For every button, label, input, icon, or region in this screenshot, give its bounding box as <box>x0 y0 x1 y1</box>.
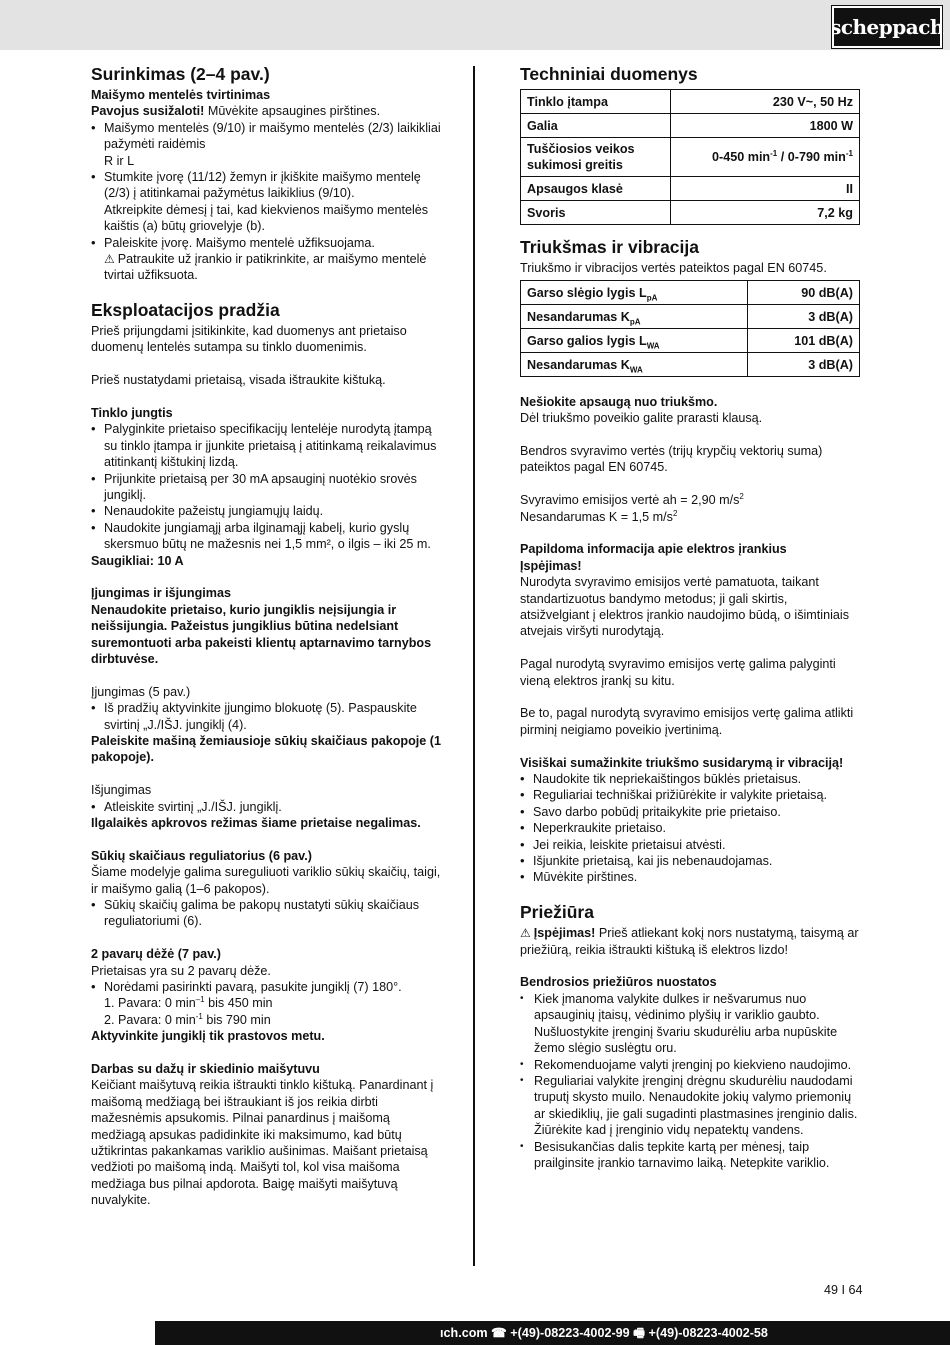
table-row: Galia 1800 W <box>521 114 860 138</box>
hearing-bold: Nešiokite apsaugą nuo triukšmo. <box>520 394 718 409</box>
list-item: • Reguliariai valykite įrenginį drėgnu skudurėliu naudodami truputį skysto muilo. Nenaudokite jokių valymo priemonių ar skiediklių, jie gali sugadinti plastmasines įrenginio dalis. Žiūrėkite kad į įrenginio vidų nepatektų vandens. <box>520 1073 860 1139</box>
list-item: • Jei reikia, leiskite prietaisui atvėsti. <box>520 837 860 853</box>
gear-title: 2 pavarų dėžė (7 pav.) <box>91 947 221 962</box>
reduce-bullets <box>520 771 860 886</box>
tech-title: Techniniai duomenys <box>520 64 698 84</box>
on-bold: Paleiskite mašiną žemiausioje sūkių skaičiaus pakopoje (1 pakopoje). <box>91 733 441 765</box>
speed-text: Šiame modelyje galima sureguliuoti variklio sūkių skaičių, taigi, ir maišymo galią (1–6 pakopos). <box>91 865 441 896</box>
pull-check: ⚠ Patraukite už įrankio ir patikrinkite, ar maišymo mentelė tvirtai užfiksuota. <box>104 252 427 283</box>
list-item: • Norėdami pasirinkti pavarą, pasukite jungiklį (7) 180°. <box>91 979 441 995</box>
gear-bold: Aktyvinkite jungiklį tik prastovos metu. <box>91 1029 325 1044</box>
extra-text: Nurodyta svyravimo emisijos vertė pamatuota, taikant standartizuotus bandymo metodus; ji gali skirtis, atsižvelgiant į elektros įrankio naudojimo būdą, o išimtiniais atvejais viršyti nurodytąją. <box>520 575 849 639</box>
paint-title: Darbas su dažų ir skiedinio maišytuvu <box>91 1062 320 1077</box>
list-item: • Stumkite įvorę (11/12) žemyn ir įkiškite maišymo mentelę (2/3) į atitinkamai pažymėtus laikiklius (9/10). <box>91 169 441 202</box>
vib-uncertainty: Nesandarumas K = 1,5 $m/s^2$ <box>520 508 678 524</box>
warning-icon: ⚠ <box>520 926 531 941</box>
table-row: Apsaugos klasė II <box>521 177 860 201</box>
paint-text: Keičiant maišytuvą reikia ištraukti tinklo kištuką. Panardinant į maišomą medžiagą bei ištraukiant iš jos reikia dirbti mažesnėmis apsukomis. Pilnai panardinus į maišomą medžiagą apsukas padidinkite iki maksimumo, kad būtų užtikrintas pakankamas variklio aušinimas. Maišant prietaisą vedžioti po maišomą indą. Maišyti tol, kol visa maišoma medžiaga bus pilnai apdorota. Baigę maišyti maišytuvą nuvalykite. <box>91 1078 434 1208</box>
list-item: • Nenaudokite pažeistų jungiamųjų laidų. <box>91 503 441 519</box>
table-row: Tinklo įtampa 230 V~, 50 Hz <box>521 90 860 114</box>
extra-title: Papildoma informacija apie elektros įrankius <box>520 542 787 557</box>
table-row: Nesandarumas $K_{pA}$ 3 dB(A) <box>521 305 860 329</box>
attention-note: Atkreipkite dėmesį į tai, kad kiekvienos maišymo mentelės kaištis (a) būtų griovelyje (b). <box>104 202 429 234</box>
footer-left-blank <box>0 1321 155 1345</box>
fuses: Saugikliai: 10 A <box>91 553 184 568</box>
list-item: • Besisukančias dalis tepkite kartą per mėnesį, taip prailginsite įrankio tarnavimo laiką. Netepkite variklio. <box>520 1139 860 1172</box>
gear-1: 1. Pavara: 0 $\min^{-1}$ bis 450 min <box>104 995 273 1011</box>
mixer-subtitle: Maišymo mentelės tvirtinimas <box>91 88 271 102</box>
maintenance-warning: ⚠ Įspėjimas! Prieš atliekant kokį nors nustatymą, taisymą ar priežiūrą, reikia ištraukti kištuką iš elektros lizdo! <box>520 926 859 957</box>
off-bold: Ilgalaikės apkrovos režimas šiame prietaise negalimas. <box>91 815 421 830</box>
tech-table <box>520 89 860 225</box>
table-row: Svoris 7,2 kg <box>521 201 860 225</box>
noise-text: Triukšmo ir vibracijos vertės pateiktos pagal EN 60745. <box>520 261 827 275</box>
left-column <box>91 64 441 1209</box>
list-item: • Paleiskite įvorę. Maišymo mentelė užfiksuojama. <box>91 235 441 251</box>
gear-2: 2. Pavara: 0 $\min^{-1}$ bis 790 min <box>104 1011 271 1027</box>
warning-icon: ⚠ <box>104 252 115 267</box>
list-item: • Prijunkite prietaisą per 30 mA apsauginį nuotėkio srovės jungiklį. <box>91 471 441 504</box>
table-row: Garso galios lygis $L_{WA}$ 101 dB(A) <box>521 329 860 353</box>
footer-contact: ıch.com ☎ +(49)-08223-4002-99 🖷 +(49)-08223-4002-58 <box>440 1326 768 1340</box>
extra-p2: Pagal nurodytą svyravimo emisijos vertę galima palyginti vieną elektros įrankį su kitu. <box>520 657 836 688</box>
list-item: • Savo darbo pobūdį pritaikykite prie prietaiso. <box>520 804 860 820</box>
vib-emission: Svyravimo emisijos vertė ah = 2,90 $m/s^2$ <box>520 492 744 508</box>
list-item: • Kiek įmanoma valykite dulkes ir nešvarumus nuo apsauginių įtaisų, vėdinimo plyšių ir variklio gaubto. Nušluostykite įrenginį švariu skudurėliu arba nupūskite žemo slėgio suslėgtu oru. <box>520 991 860 1057</box>
general-title: Bendrosios priežiūros nuostatos <box>520 975 717 990</box>
assembly-title: Surinkimas (2–4 pav.) <box>91 64 270 84</box>
list-item: • Palyginkite prietaiso specifikacijų lentelėje nurodytą įtampą su tinklo įtampa ir įjunkite prietaisą į atitinkamą reikalavimus atitinkantį kištukinį lizdą. <box>91 421 441 470</box>
list-item: • Neperkraukite prietaiso. <box>520 820 860 836</box>
brand-logo-text: scheppach <box>830 14 944 39</box>
right-column <box>520 64 860 1171</box>
mains-bullets <box>91 421 441 552</box>
page-number: 49 I 64 <box>824 1283 863 1297</box>
speed-title: Sūkių skaičiaus reguliatorius (6 pav.) <box>91 848 312 863</box>
extra-p3: Be to, pagal nurodytą svyravimo emisijos vertę galima atlikti pirminį neigiamo poveikio įvertinimą. <box>520 706 854 737</box>
list-item: • Naudokite jungiamąjį arba ilginamąjį kabelį, kurio gyslų skersmuo būtų ne mažesnis nei 1,5 mm², o ilgis – iki 25 m. <box>91 520 441 553</box>
extra-warning: Įspėjimas! <box>520 558 582 573</box>
vib-total: Bendros svyravimo vertės (trijų krypčių vektorių suma) pateiktos pagal EN 60745. <box>520 444 823 475</box>
general-bullets <box>520 991 860 1171</box>
onoff-title: Įjungimas ir išjungimas <box>91 586 231 601</box>
header-bar <box>0 0 950 50</box>
startup-title: Eksploatacijos pradžia <box>91 299 280 320</box>
list-item: • Mūvėkite pirštines. <box>520 869 860 885</box>
list-item: • Išjunkite prietaisą, kai jis nebenaudojamas. <box>520 853 860 869</box>
mains-title: Tinklo jungtis <box>91 405 173 420</box>
list-item: • Atleiskite svirtinį „J./IŠJ. jungiklį. <box>91 799 441 815</box>
off-label: Išjungimas <box>91 783 152 798</box>
list-item: • Sūkių skaičių galima be pakopų nustatyti sūkių skaičiaus reguliatoriumi (6). <box>91 897 441 930</box>
danger-note: Pavojus susižaloti! Mūvėkite apsaugines pirštines. <box>91 104 381 119</box>
table-row: Nesandarumas $K_{WA}$ 3 dB(A) <box>521 353 860 377</box>
column-divider <box>473 66 475 1266</box>
reduce-title: Visiškai sumažinkite triukšmo susidarymą ir vibraciją! <box>520 755 844 770</box>
maintenance-title: Priežiūra <box>520 902 594 923</box>
list-item: • Maišymo mentelės (9/10) ir maišymo mentelės (2/3) laikikliai pažymėti raidėmis R ir L <box>91 120 441 169</box>
noise-table <box>520 280 860 377</box>
gear-text: Prietaisas yra su 2 pavarų dėže. <box>91 963 271 978</box>
list-item: • Iš pradžių aktyvinkite įjungimo blokuotę (5). Paspauskite svirtinį „J./IŠJ. jungiklį (4). <box>91 700 441 733</box>
startup-p2: Prieš nustatydami prietaisą, visada ištraukite kištuką. <box>91 373 386 388</box>
hearing-text: Dėl triukšmo poveikio galite prarasti klausą. <box>520 411 763 426</box>
table-row: Garso slėgio lygis $L_{pA}$ 90 dB(A) <box>521 281 860 305</box>
list-item: • Rekomenduojame valyti įrenginį po kiekvieno naudojimo. <box>520 1057 860 1073</box>
startup-p1: Prieš prijungdami įsitikinkite, kad duomenys ant prietaiso duomenų lentelės sutampa su tinklo duomenimis. <box>91 323 407 355</box>
on-label: Įjungimas (5 pav.) <box>91 684 191 699</box>
noise-title: Triukšmas ir vibracija <box>520 237 699 257</box>
list-item: • Reguliariai techniškai prižiūrėkite ir valykite prietaisą. <box>520 787 860 803</box>
brand-logo <box>832 6 942 48</box>
mix-bullets <box>91 120 441 202</box>
table-row: Tuščiosios veikos sukimosi greitis 0-450 $\min^{-1} / 0-790$ $\min^{-1}$ <box>521 138 860 177</box>
list-item: • Naudokite tik nepriekaištingos būklės prietaisus. <box>520 771 860 787</box>
onoff-warning: Nenaudokite prietaiso, kurio jungiklis neįsijungia ir neišsijungia. Pažeistus jungiklius būtina nedelsiant suremontuoti arba pakeisti klientų aptarnavimo tarnybos dirbtuvėse. <box>91 602 432 666</box>
